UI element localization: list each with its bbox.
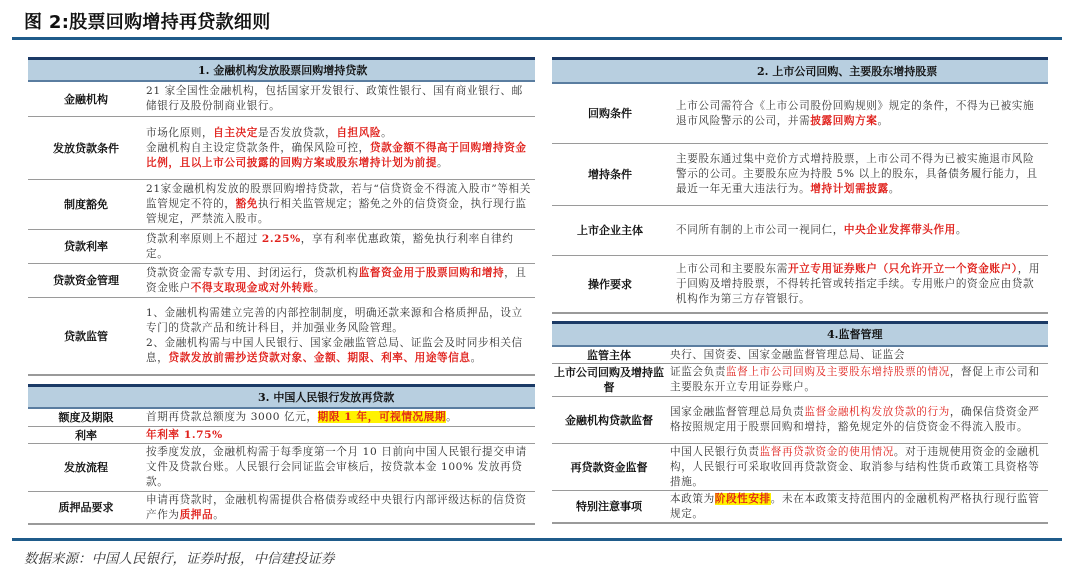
table-row [28, 427, 535, 444]
emphasis-text: 贷款发放前需抄送贷款对象、金额、期限、利率、用途等信息 [168, 352, 471, 364]
body-text: 本政策为 [670, 492, 715, 505]
emphasis-text: 监督上市公司回购及主要股东增持股票的情况 [725, 366, 950, 378]
table-row [552, 206, 1048, 256]
body-text: ，确保信贷资金严格按照规定用于股票回购和增持，豁免规定外的信贷资金不得流入股市。 [670, 406, 1040, 433]
table-pboc-relending [28, 384, 535, 525]
row-value [666, 365, 1048, 395]
emphasis-text: 开立专用证券账户（只允许开立一个资金账户） [787, 262, 1018, 275]
row-label: 贷款资金管理 [53, 274, 119, 287]
row-label: 金融机构贷款监督 [565, 413, 653, 427]
body-text: 金融机构自主设定贷款条件，确保风险可控， [146, 141, 370, 154]
table-row [28, 264, 535, 298]
table-header: 2. 上市公司回购、主要股东增持股票 [552, 57, 1048, 84]
bottom-rule [12, 538, 1062, 541]
row-label: 质押品要求 [58, 501, 114, 514]
highlighted-text: 期限 1 年，可视情况展期 [317, 411, 447, 423]
table-row [28, 298, 535, 376]
row-value [144, 84, 535, 114]
body-text: 央行、国资委、国家金融监督管理总局、证监会 [670, 348, 906, 361]
emphasis-text: 监督再贷款资金的使用情况 [759, 445, 894, 458]
body-text: 。 [213, 508, 225, 521]
emphasis-text: 2.25% [261, 232, 301, 245]
table-row [28, 492, 535, 525]
row-label: 利率 [75, 428, 97, 442]
body-text: 按季度发放，金融机构需于每季度第一个月 10 日前向中国人民银行提交申请文件及贷款台账。人民银行会同证监会审核后，按贷款本金 100% 发放再贷款。 [146, 446, 527, 488]
row-label: 贷款利率 [64, 240, 108, 253]
highlighted-text: 阶段性安排 [714, 492, 771, 505]
body-text: 21家金融机构发放的股票回购增持贷款，若与“信贷资金不得流入股市”等相关监管规定不符的， [146, 183, 531, 210]
body-text: 。对于违规使用资金的金融机构，人民银行可采取收回再贷款资金、取消参与结构性货币政策工具资格等措施。 [670, 445, 1040, 488]
row-value [668, 152, 1048, 197]
row-value [144, 232, 535, 262]
emphasis-text: 年利率 1.75% [146, 428, 223, 441]
source-note: 数据来源：中国人民银行，证券时报，中信建投证券 [24, 551, 335, 567]
emphasis-text: 自担风险 [336, 126, 382, 139]
body-text: 。 [888, 183, 900, 195]
row-label: 上市企业主体 [577, 224, 643, 237]
row-label: 金融机构 [64, 92, 108, 106]
body-text: 主要股东通过集中竞价方式增持股票，上市公司不得为已被实施退市风险警示的公司。主要股东应为持股 5% 以上的股东，具备债务履行能力，且最近一年无重大违法行为。 [676, 153, 1038, 195]
table-header: 4.监督管理 [552, 321, 1048, 347]
emphasis-text: 不得支取现金或对外转账 [190, 281, 314, 294]
row-label: 操作要求 [588, 277, 632, 291]
row-label: 监管主体 [587, 348, 631, 362]
body-text: 。未在本政策支持范围内的金融机构严格执行现行监管规定。 [670, 492, 1040, 520]
table-row [552, 347, 1048, 364]
body-text: 。 [877, 114, 889, 127]
row-value [144, 493, 535, 523]
table-row [28, 180, 535, 230]
body-text: 贷款利率原则上不超过 [146, 232, 262, 245]
table-header: 3. 中国人民银行发放再贷款 [28, 384, 535, 409]
body-text: 21 家全国性金融机构，包括国家开发银行、政策性银行、国有商业银行、邮储银行及股份制商业银行。 [146, 85, 523, 112]
body-text: 申请再贷款时，金融机构需提供合格债券或经中央银行内部评级达标的信贷资产作为 [146, 493, 527, 521]
row-value [144, 410, 535, 425]
body-text: 2、金融机构需与中国人民银行、国家金融监管总局、证监会及时同步相关信息， [146, 337, 523, 364]
body-text: ，用于回购及增持股票，不得转托管或转指定手续。专用账户的资金应由贷款机构作为第三方存管银行。 [676, 262, 1041, 305]
table-row [28, 230, 535, 264]
body-text: 。 [470, 352, 482, 364]
emphasis-text: 增持计划需披露 [810, 183, 889, 195]
body-text: 不同所有制的上市公司一视同仁， [676, 224, 844, 236]
table-row [552, 491, 1048, 524]
emphasis-text: 质押品 [179, 508, 214, 521]
row-value [144, 266, 535, 296]
emphasis-text: 自主决定 [213, 126, 258, 139]
emphasis-text: 监督资金用于股票回购和增持 [358, 266, 505, 279]
body-text: 中国人民银行负责 [670, 445, 760, 458]
table-header: 1. 金融机构发放股票回购增持贷款 [28, 57, 535, 82]
row-value [668, 262, 1048, 307]
table-bank-loans [28, 57, 535, 376]
row-value [666, 405, 1048, 435]
row-label: 增持条件 [588, 168, 632, 181]
body-text: 。 [437, 156, 449, 169]
row-value [668, 223, 1048, 238]
body-text: ，督促上市公司和主要股东开立专用证券账户。 [670, 366, 1040, 393]
row-label: 制度豁免 [64, 198, 108, 211]
table-row [28, 117, 535, 180]
body-text: 证监会负责 [670, 366, 726, 378]
table-row [552, 364, 1048, 397]
table-row [28, 444, 535, 492]
row-value [144, 126, 535, 171]
body-text: 。 [446, 411, 458, 423]
figure-title: 图 2:股票回购增持再贷款细则 [24, 12, 271, 33]
row-value [144, 445, 535, 490]
row-value [668, 99, 1048, 129]
table-row [552, 256, 1048, 314]
top-rule [12, 37, 1062, 40]
body-text: 市场化原则， [146, 126, 214, 139]
body-text: 首期再贷款总额度为 3000 亿元， [146, 411, 318, 423]
body-text: 1、金融机构需建立完善的内部控制制度，明确还款来源和合格质押品，设立专门的贷款产品和统计科目，并加强业务风险管理。 [146, 307, 523, 334]
body-text: 。 [313, 281, 326, 294]
row-label: 贷款监管 [64, 329, 108, 343]
emphasis-text: 贷款金额不得高于回购增持资金比例，且以上市公司披露的回购方案或股东增持计划为前提 [146, 141, 527, 169]
emphasis-text: 豁免 [235, 198, 258, 210]
row-value [144, 182, 535, 227]
row-value [666, 348, 1048, 363]
row-label: 上市公司回购及增持监督 [554, 366, 664, 394]
row-label: 特别注意事项 [576, 500, 642, 513]
emphasis-text: 披露回购方案 [810, 114, 878, 127]
row-value [666, 492, 1048, 522]
table-row [552, 444, 1048, 491]
row-value [666, 445, 1048, 490]
row-value [144, 306, 535, 366]
table-row [28, 409, 535, 427]
row-label: 回购条件 [588, 107, 632, 120]
body-text: 。 [381, 126, 393, 139]
body-text: 是否发放贷款， [257, 126, 337, 139]
row-value [144, 428, 535, 443]
row-label: 额度及期限 [58, 411, 114, 424]
body-text: 执行相关监管规定；豁免之外的信贷资金，执行现行监管规定，严禁流入股市。 [146, 198, 527, 225]
row-label: 发放流程 [64, 461, 108, 474]
table-buyback-holding [552, 57, 1048, 314]
body-text: 贷款资金需专款专用、封闭运行，贷款机构 [146, 266, 359, 279]
body-text: 上市公司和主要股东需 [676, 262, 788, 275]
body-text: 上市公司需符合《上市公司股份回购规则》规定的条件，不得为已被实施退市风险警示的公司，并需 [676, 99, 1035, 127]
table-row [552, 397, 1048, 444]
emphasis-text: 中央企业发挥带头作用 [843, 224, 956, 236]
table-row [552, 144, 1048, 206]
table-row [28, 82, 535, 117]
row-label: 再贷款资金监督 [570, 460, 648, 474]
row-label: 发放贷款条件 [53, 141, 119, 155]
emphasis-text: 监督金融机构发放贷款的行为 [804, 406, 950, 418]
body-text: ，享有利率优惠政策，豁免执行利率自律约定。 [146, 232, 514, 260]
table-supervision [552, 321, 1048, 524]
body-text: 。 [955, 224, 968, 236]
table-row [552, 84, 1048, 144]
body-text: ，且资金账户 [146, 266, 527, 294]
body-text: 国家金融监督管理总局负责 [670, 406, 805, 418]
